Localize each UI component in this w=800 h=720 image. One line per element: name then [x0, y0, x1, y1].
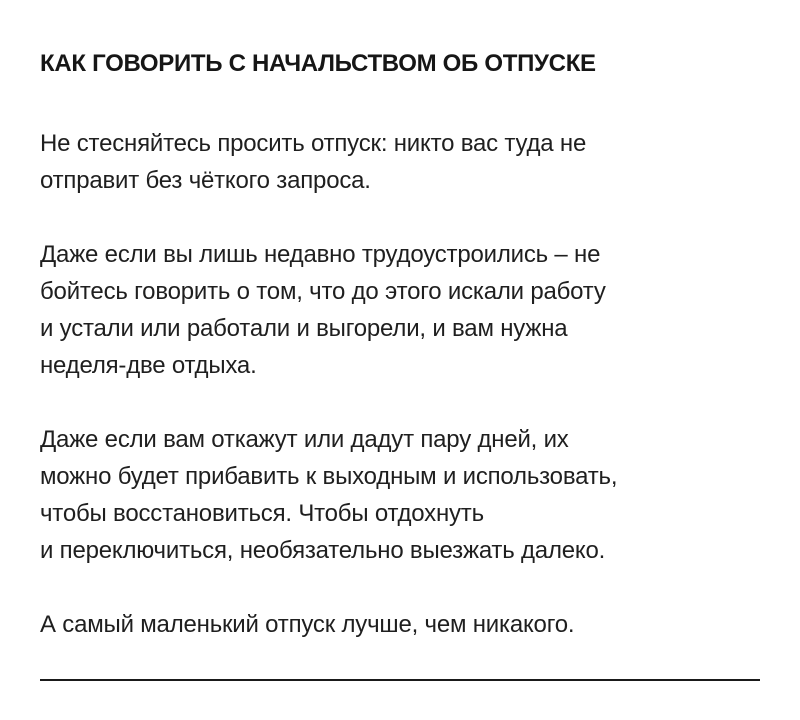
- paragraph-line: можно будет прибавить к выходным и использовать,: [40, 463, 618, 490]
- paragraph-line: Даже если вам откажут или дадут пару дней, их: [40, 426, 569, 453]
- paragraph-3: [40, 421, 760, 569]
- article-title: КАК ГОВОРИТЬ С НАЧАЛЬСТВОМ ОБ ОТПУСКЕ: [40, 50, 596, 77]
- paragraph-line: отправит без чёткого запроса.: [40, 167, 371, 194]
- paragraph-1: [40, 125, 760, 199]
- bottom-divider: [40, 679, 760, 681]
- paragraph-line: А самый маленький отпуск лучше, чем никакого.: [40, 611, 575, 638]
- paragraph-line: и устали или работали и выгорели, и вам нужна: [40, 315, 568, 342]
- paragraph-line: неделя-две отдыха.: [40, 352, 257, 379]
- paragraph-line: Не стесняйтесь просить отпуск: никто вас туда не: [40, 130, 587, 157]
- paragraph-line: чтобы восстановиться. Чтобы отдохнуть: [40, 500, 484, 527]
- paragraph-2: [40, 236, 760, 384]
- paragraph-4: [40, 606, 760, 643]
- paragraph-line: и переключиться, необязательно выезжать далеко.: [40, 537, 606, 564]
- paragraph-line: бойтесь говорить о том, что до этого искали работу: [40, 278, 606, 305]
- paragraph-line: Даже если вы лишь недавно трудоустроились – не: [40, 241, 601, 268]
- article-card: [40, 48, 760, 680]
